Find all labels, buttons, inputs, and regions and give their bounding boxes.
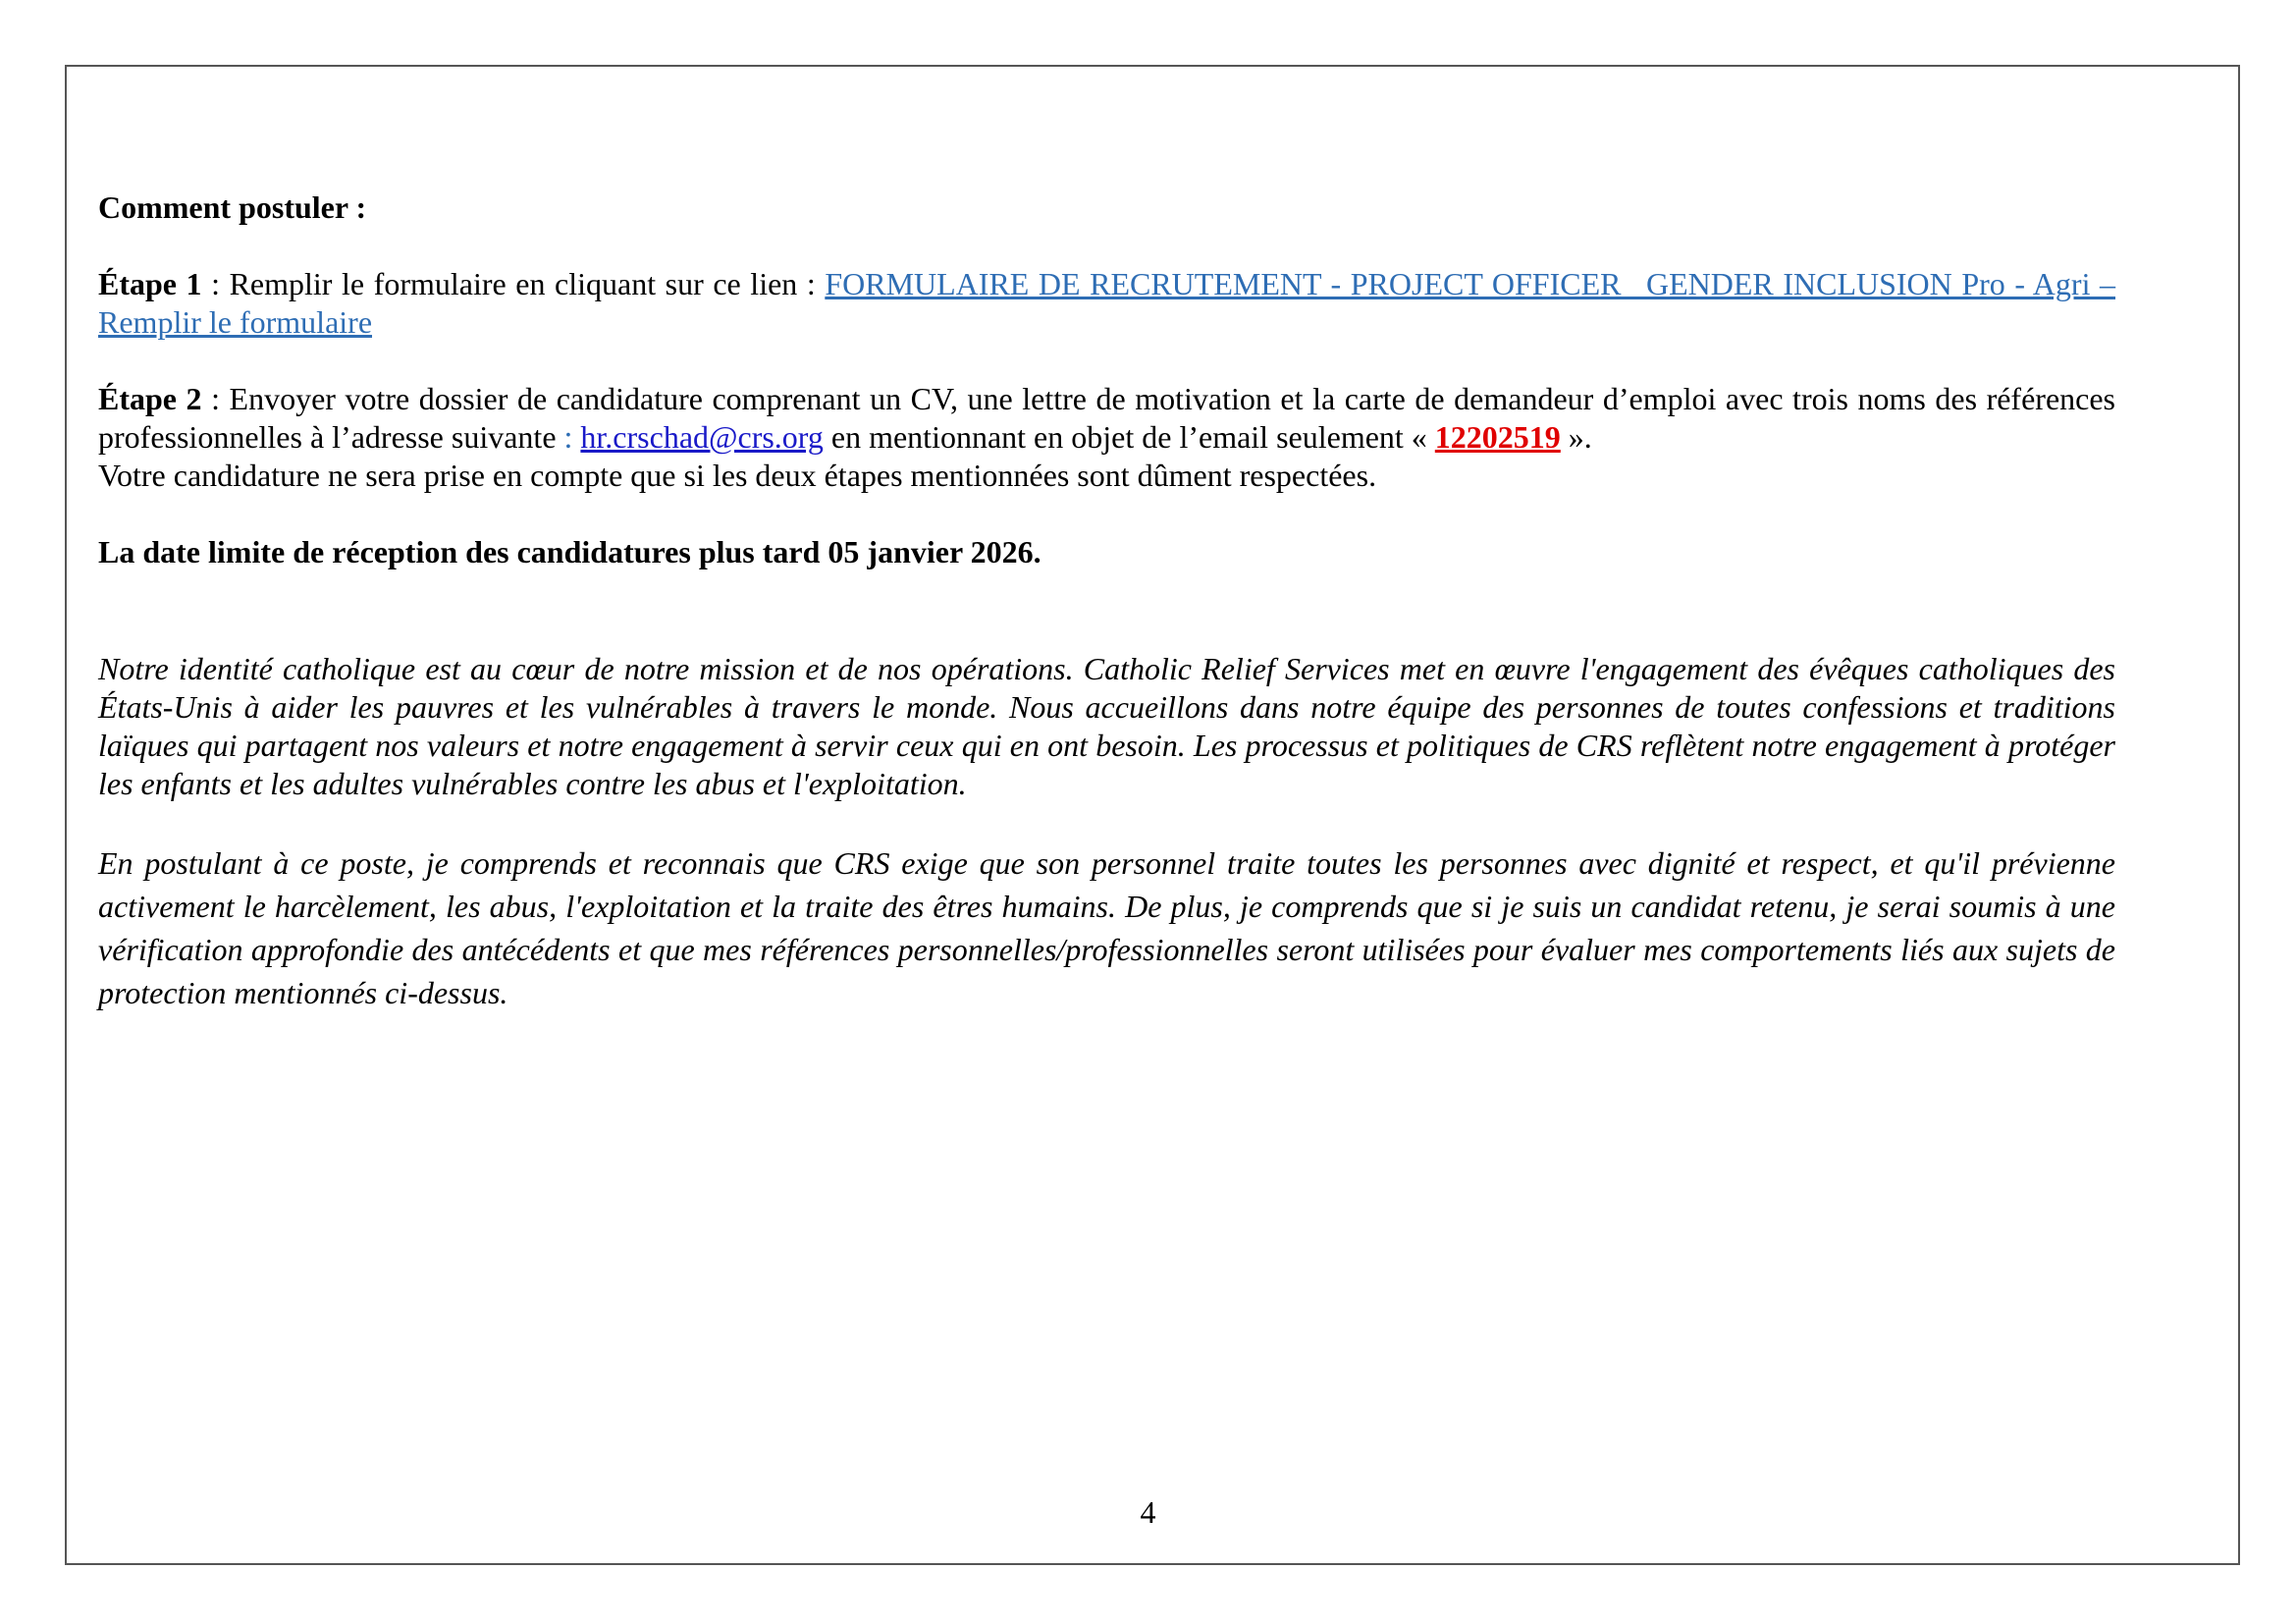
- spacer: [98, 571, 2115, 650]
- step-2-text-before: : Envoyer votre dossier de candidature comprenant un CV, une lettre de motivation et la carte de demandeur d’emploi avec trois noms des références professionnelles à l’adresse suivante: [98, 381, 2116, 455]
- recruitment-form-link[interactable]: FORMULAIRE DE RECRUTEMENT - PROJECT OFFICER _GENDER INCLUSION Pro - Agri – Remplir le formulaire: [98, 266, 2116, 340]
- application-note: Votre candidature ne sera prise en compte que si les deux étapes mentionnées sont dûment respectées.: [98, 458, 1377, 493]
- deadline-text: La date limite de réception des candidatures plus tard 05 janvier 2026.: [98, 534, 1041, 569]
- spacer: [98, 227, 2115, 265]
- page-number: 4: [1140, 1494, 1156, 1530]
- email-link[interactable]: hr.crschad@crs.org: [580, 419, 824, 455]
- step-2-paragraph: [98, 380, 2115, 457]
- step-2-colon: :: [563, 419, 573, 455]
- document-body: [98, 189, 2115, 1014]
- spacer: [98, 803, 2115, 841]
- step-1-label: Étape 1: [98, 266, 202, 301]
- identity-paragraph: Notre identité catholique est au cœur de notre mission et de nos opérations. Catholic Relief Services met en œuvre l'engagement des évêques catholiques des États-Unis à aider les pauvres et les vulnérables à travers le monde. Nous accueillons dans notre équipe des personnes de toutes confessions et traditions laïques qui partagent nos valeurs et notre engagement à servir ceux qui en ont besoin. Les processus et politiques de CRS reflètent notre engagement à protéger les enfants et les adultes vulnérables contre les abus et l'exploitation.: [98, 651, 2115, 801]
- safeguarding-paragraph: En postulant à ce poste, je comprends et reconnais que CRS exige que son personnel traite toutes les personnes avec dignité et respect, et qu'il prévienne activement le harcèlement, les abus, l'exploitation et la traite des êtres humains. De plus, je comprends que si je suis un candidat retenu, je serai soumis à une vérification approfondie des antécédents et que mes références personnelles/professionnelles seront utilisées pour évaluer mes comportements liés aux sujets de protection mentionnés ci-dessus.: [98, 845, 2115, 1010]
- step-2-closing: ».: [1560, 419, 1592, 455]
- step-1-text: : Remplir le formulaire en cliquant sur ce lien :: [201, 266, 826, 301]
- spacer: [98, 342, 2115, 380]
- section-heading: Comment postuler :: [98, 189, 367, 225]
- step-1-paragraph: [98, 265, 2115, 342]
- reference-code: 12202519: [1434, 419, 1561, 455]
- step-2-label: Étape 2: [98, 381, 202, 416]
- spacer: [98, 495, 2115, 533]
- step-2-text-after: en mentionnant en objet de l’email seulement «: [823, 419, 1435, 455]
